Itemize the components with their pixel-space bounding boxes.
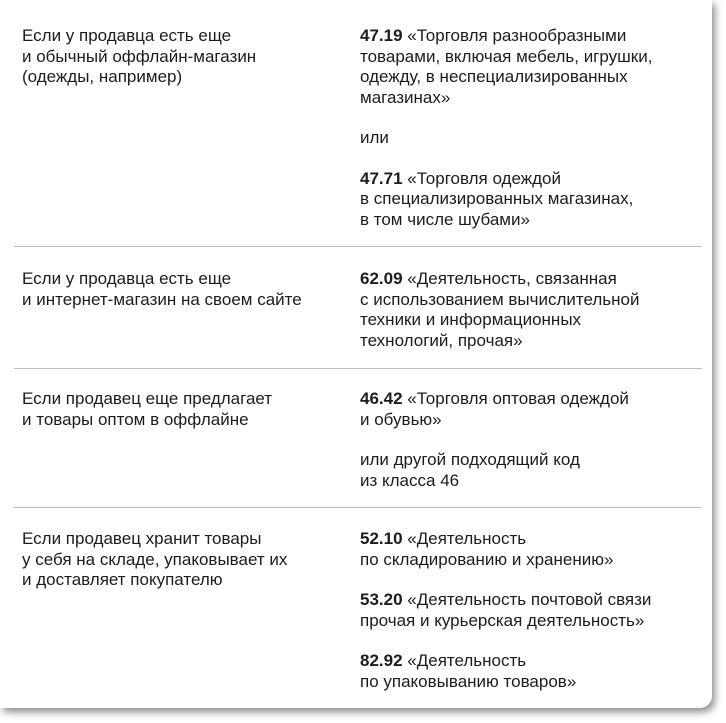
row-2-codes bbox=[360, 269, 690, 351]
okved-description: «Торговля одеждой в специализированных магазинах, в том числе шубами» bbox=[360, 168, 634, 229]
row-1-entry-3 bbox=[360, 169, 690, 231]
row-1-codes bbox=[360, 26, 690, 230]
okved-description: или другой подходящий код из класса 46 bbox=[360, 450, 580, 490]
okved-description: «Торговля оптовая одеждой и обувью» bbox=[360, 389, 629, 429]
row-divider bbox=[14, 246, 702, 247]
row-divider bbox=[14, 368, 702, 369]
okved-code: 46.42 bbox=[360, 389, 403, 408]
row-1-entry-2 bbox=[360, 128, 690, 149]
row-1-entry-1 bbox=[360, 26, 690, 108]
row-2-entry-1 bbox=[360, 269, 690, 351]
okved-description: «Деятельность почтовой связи прочая и курьерская деятельность» bbox=[360, 590, 652, 630]
row-4-codes bbox=[360, 529, 690, 692]
row-divider bbox=[14, 507, 702, 508]
row-3-entry-1 bbox=[360, 389, 690, 430]
row-2-condition: Если у продавца есть еще и интернет-магазин на своем сайте bbox=[22, 269, 302, 309]
okved-description: «Торговля разнообразными товарами, включая мебель, игрушки, одежду, в неспециализированных магазинах» bbox=[360, 26, 653, 107]
okved-description: или bbox=[360, 128, 389, 147]
row-3-condition: Если продавец еще предлагает и товары оптом в оффлайне bbox=[22, 389, 273, 429]
okved-code: 52.10 bbox=[360, 529, 403, 548]
row-4-entry-1 bbox=[360, 529, 690, 570]
okved-code: 47.19 bbox=[360, 26, 403, 45]
row-3-codes bbox=[360, 389, 690, 491]
okved-code: 82.92 bbox=[360, 651, 403, 670]
okved-description: «Деятельность по складированию и хранению» bbox=[360, 529, 614, 569]
row-4-entry-3 bbox=[360, 651, 690, 692]
okved-code: 47.71 bbox=[360, 168, 403, 188]
row-4-condition: Если продавец хранит товары у себя на складе, упаковывает их и доставляет покупателю bbox=[22, 529, 288, 589]
row-4-entry-2 bbox=[360, 590, 690, 631]
okved-description: «Деятельность, связанная с использованием вычислительной техники и информационных технологий, прочая» bbox=[360, 269, 640, 350]
okved-code: 53.20 bbox=[360, 590, 403, 609]
okved-description: «Деятельность по упаковыванию товаров» bbox=[360, 651, 577, 691]
row-1-condition: Если у продавца есть еще и обычный оффлайн-магазин (одежды, например) bbox=[22, 26, 257, 86]
okved-code: 62.09 bbox=[360, 269, 403, 288]
row-3-entry-2 bbox=[360, 450, 690, 491]
